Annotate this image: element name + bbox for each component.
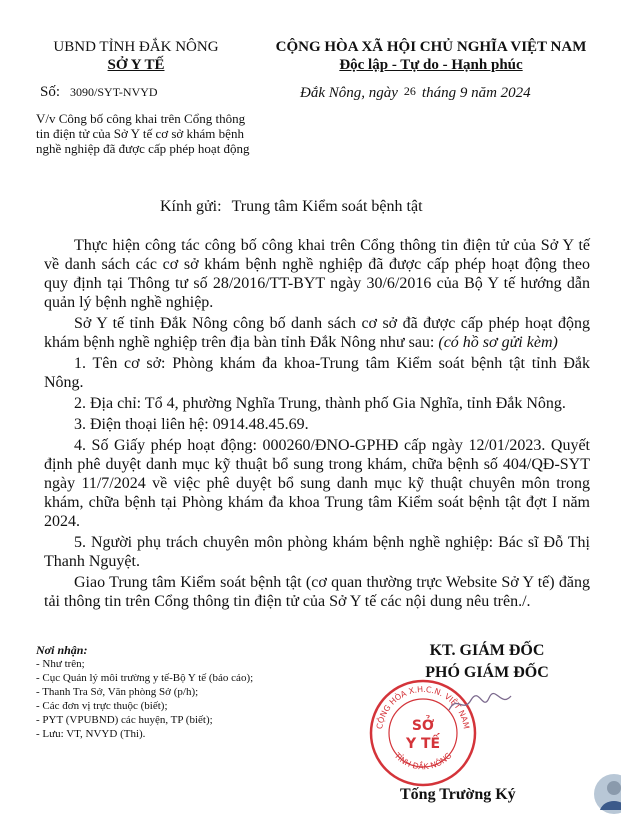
recipient-line xyxy=(160,198,423,216)
motto-line-2: Độc lập - Tự do - Hạnh phúc xyxy=(339,57,523,73)
issue-date xyxy=(300,84,531,102)
paragraph-2-note: (có hồ sơ gửi kèm) xyxy=(438,334,558,351)
document-number xyxy=(40,84,158,101)
motto-line-1: CỘNG HÒA XÃ HỘI CHỦ NGHĨA VIỆT NAM xyxy=(275,39,587,55)
document-body xyxy=(44,236,590,613)
date-suffix: tháng 9 năm 2024 xyxy=(421,85,531,101)
list-item-3: 3. Điện thoại liên hệ: 0914.48.45.69. xyxy=(74,416,309,433)
list-item-5: 5. Người phụ trách chuyên môn phòng khám bệnh nghề nghiệp: Bác sĩ Đỗ Thị Thanh Nguyệt. xyxy=(44,534,590,570)
seal-bottom-text: TỈNH ĐẮK NÔNG xyxy=(392,751,454,772)
recipients-list xyxy=(36,643,336,741)
paragraph-3: Giao Trung tâm Kiểm soát bệnh tật (cơ quan thường trực Website Sở Y tế) đăng tải thông tin trên Cổng thông tin điện tử của Sở Y tế các nội dung nêu trên./. xyxy=(44,574,590,610)
agency-line-1: UBND TỈNH ĐẮK NÔNG xyxy=(53,39,219,55)
document-number-value: 3090/SYT-NVYD xyxy=(70,85,158,99)
recipient-label: Kính gửi: xyxy=(160,198,222,215)
list-item-1: 1. Tên cơ sở: Phòng khám đa khoa-Trung tâm Kiểm soát bệnh tật tỉnh Đắk Nông. xyxy=(44,355,590,391)
handwritten-signature xyxy=(445,688,515,718)
recipient-item: - Các đơn vị trực thuộc (biết); xyxy=(36,700,168,712)
seal-center-line-1: SỞ xyxy=(411,718,435,734)
seal-ring-text: CỘNG HÒA X.H.C.N. VIỆT NAM xyxy=(375,684,471,730)
recipient-item: - Thanh Tra Sở, Văn phòng Sở (p/h); xyxy=(36,686,199,698)
paragraph-1: Thực hiện công tác công bố công khai trên Cổng thông tin điện tử của Sở Y tế về danh sách các cơ sở khám bệnh nghề nghiệp đã được cấp phép hoạt động theo quy định tại Thông tư số 28/2016/TT-BYT ngày 30/6/2016 của Bộ Y tế hướng dẫn quản lý bệnh nghề nghiệp. xyxy=(44,237,590,311)
signer-title-1: KT. GIÁM ĐỐC xyxy=(429,642,545,659)
signer-name: Tống Trường Ký xyxy=(400,786,516,803)
date-day: 26 xyxy=(403,84,416,98)
recipient-item: - Như trên; xyxy=(36,658,85,670)
seal-center-line-2: Y TẾ xyxy=(405,736,441,752)
subject: V/v Công bố công khai trên Cổng thông tin điện tử của Sở Y tế cơ sở khám bệnh nghề nghiệp đã được cấp phép hoạt động xyxy=(36,111,250,156)
recipient-item: - Lưu: VT, NVYD (Thi). xyxy=(36,728,146,740)
document-number-label: Số: xyxy=(40,84,61,100)
recipient-item: - Cục Quản lý môi trường y tế-Bộ Y tế (báo cáo); xyxy=(36,672,254,684)
signer-title-2: PHÓ GIÁM ĐỐC xyxy=(425,664,549,681)
national-motto xyxy=(250,38,612,74)
list-item-4: 4. Số Giấy phép hoạt động: 000260/ĐNO-GPHĐ cấp ngày 12/01/2023. Quyết định phê duyệt danh mục kỹ thuật bổ sung trong khám, chữa bệnh số 404/QĐ-SYT ngày 11/7/2024 về việc phê duyệt bổ sung danh mục kỹ thuật chuyên môn trong khám, chữa bệnh tại Phòng khám đa khoa Trung tâm Kiểm soát bệnh tật đợt I năm 2024. xyxy=(44,437,590,530)
recipient-name: Trung tâm Kiểm soát bệnh tật xyxy=(231,198,423,215)
recipients-title: Nơi nhận: xyxy=(36,643,88,657)
date-prefix: Đắk Nông, ngày xyxy=(300,85,398,101)
list-item-2: 2. Địa chỉ: Tổ 4, phường Nghĩa Trung, thành phố Gia Nghĩa, tỉnh Đắk Nông. xyxy=(74,395,566,412)
paragraph-2-text: Sở Y tế tỉnh Đắk Nông công bố danh sách cơ sở đã được cấp phép hoạt động khám bệnh nghề nghiệp trên địa bàn tỉnh Đắk Nông như sau: xyxy=(44,315,590,351)
corner-photo xyxy=(594,770,621,818)
agency-header xyxy=(20,38,252,74)
agency-line-2: SỞ Y TẾ xyxy=(107,57,165,73)
paragraph-2 xyxy=(44,314,590,352)
recipient-item: - PYT (VPUBND) các huyện, TP (biết); xyxy=(36,714,213,726)
